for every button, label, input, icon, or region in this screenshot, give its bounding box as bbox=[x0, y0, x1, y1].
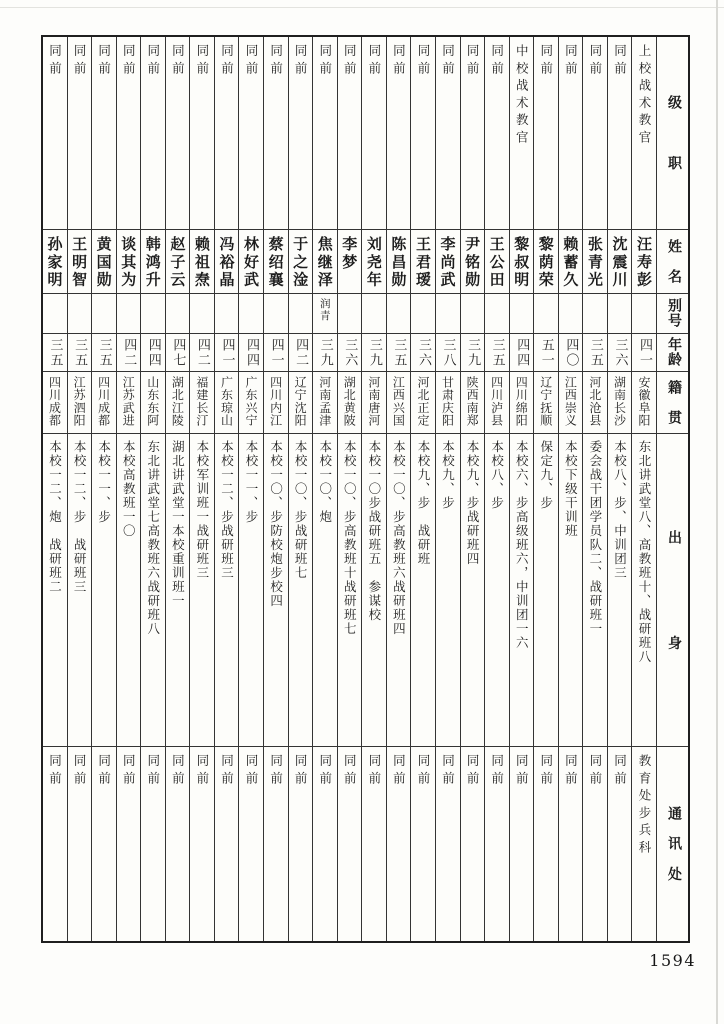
alias-cell bbox=[362, 294, 386, 334]
rank-cell: 同前 bbox=[141, 37, 165, 230]
native-place-cell: 广东琼山 bbox=[215, 372, 239, 434]
name-cell: 王公田 bbox=[485, 230, 509, 294]
header-name-cell: 姓 名 bbox=[657, 230, 688, 294]
rank-cell: 同前 bbox=[190, 37, 214, 230]
address-cell: 同前 bbox=[538, 754, 554, 789]
native-place-cell: 河北正定 bbox=[411, 372, 435, 434]
native-place-cell: 四川绵阳 bbox=[510, 372, 534, 434]
person-column-22 bbox=[116, 37, 141, 941]
person-column-17 bbox=[238, 37, 263, 941]
address-cell: 同前 bbox=[415, 754, 431, 789]
alias-cell bbox=[43, 294, 67, 334]
rank-cell: 同前 bbox=[166, 37, 190, 230]
alias-cell bbox=[215, 294, 239, 334]
address-cell: 同前 bbox=[489, 754, 505, 789]
age-cell: 四四 bbox=[141, 334, 165, 372]
native-place-cell: 湖北江陵 bbox=[166, 372, 190, 434]
age-cell: 三五 bbox=[387, 334, 411, 372]
native-place-cell: 四川泸县 bbox=[485, 372, 509, 434]
name-cell: 孙家明 bbox=[43, 230, 67, 294]
address-cell: 同前 bbox=[47, 754, 63, 789]
origin-cell: 本校一〇、步高教班十战研班七 bbox=[338, 434, 362, 747]
person-column-11 bbox=[386, 37, 411, 941]
native-place-cell: 湖北黄陂 bbox=[338, 372, 362, 434]
person-column-14 bbox=[312, 37, 337, 941]
native-place-cell: 福建长汀 bbox=[190, 372, 214, 434]
origin-cell: 本校六、步高级班六，中训团一六 bbox=[510, 434, 534, 747]
origin-cell: 本校一二、步 战研班三 bbox=[68, 434, 92, 747]
alias-cell bbox=[485, 294, 509, 334]
person-column-10 bbox=[410, 37, 435, 941]
roster-table bbox=[41, 35, 690, 943]
alias-cell bbox=[117, 294, 141, 334]
native-place-cell: 江西崇义 bbox=[559, 372, 583, 434]
rank-cell: 同前 bbox=[583, 37, 607, 230]
native-place-cell: 江苏泗阳 bbox=[68, 372, 92, 434]
origin-cell: 本校一二、步战研班三 bbox=[215, 434, 239, 747]
origin-cell: 本校一〇、步战研班七 bbox=[289, 434, 313, 747]
age-cell: 四七 bbox=[166, 334, 190, 372]
person-column-2 bbox=[607, 37, 632, 941]
age-cell: 四二 bbox=[117, 334, 141, 372]
origin-cell: 湖北讲武堂一本校重训班一 bbox=[166, 434, 190, 747]
person-column-20 bbox=[165, 37, 190, 941]
age-cell: 四一 bbox=[632, 334, 656, 372]
address-cell: 同前 bbox=[293, 754, 309, 789]
rank-cell: 同前 bbox=[338, 37, 362, 230]
alias-cell bbox=[92, 294, 116, 334]
native-place-cell: 四川成都 bbox=[92, 372, 116, 434]
person-column-13 bbox=[337, 37, 362, 941]
name-cell: 赵子云 bbox=[166, 230, 190, 294]
address-cell: 同前 bbox=[587, 754, 603, 789]
alias-cell bbox=[534, 294, 558, 334]
header-native-place-cell: 籍 贯 bbox=[657, 372, 688, 434]
age-cell: 四二 bbox=[190, 334, 214, 372]
address-cell: 同前 bbox=[563, 754, 579, 789]
rank-cell: 中校战术教官 bbox=[510, 37, 534, 230]
native-place-cell: 河北沧县 bbox=[583, 372, 607, 434]
header-rank-cell: 级 职 bbox=[657, 37, 688, 230]
person-column-4 bbox=[558, 37, 583, 941]
origin-cell: 本校八、步、中训团三 bbox=[608, 434, 632, 747]
address-cell: 同前 bbox=[514, 754, 530, 789]
native-place-cell: 陕西南郑 bbox=[461, 372, 485, 434]
person-column-8 bbox=[460, 37, 485, 941]
origin-cell: 本校九、步 bbox=[436, 434, 460, 747]
origin-cell: 本校九、步战研班四 bbox=[461, 434, 485, 747]
age-cell: 四〇 bbox=[559, 334, 583, 372]
rank-cell: 同前 bbox=[485, 37, 509, 230]
origin-cell: 保定九、步 bbox=[534, 434, 558, 747]
person-column-24 bbox=[67, 37, 92, 941]
address-cell: 同前 bbox=[121, 754, 137, 789]
alias-cell bbox=[559, 294, 583, 334]
rank-cell: 同前 bbox=[534, 37, 558, 230]
address-cell: 同前 bbox=[440, 754, 456, 789]
origin-cell: 本校军训班一战研班三 bbox=[190, 434, 214, 747]
rank-cell: 同前 bbox=[461, 37, 485, 230]
age-cell: 四一 bbox=[264, 334, 288, 372]
age-cell: 三五 bbox=[485, 334, 509, 372]
alias-cell bbox=[190, 294, 214, 334]
origin-cell: 本校一〇、步高教班六战研班四 bbox=[387, 434, 411, 747]
address-cell: 同前 bbox=[145, 754, 161, 789]
address-cell: 教育处步兵科 bbox=[637, 754, 652, 858]
alias-cell bbox=[632, 294, 656, 334]
rank-cell: 同前 bbox=[436, 37, 460, 230]
name-cell: 蔡绍襄 bbox=[264, 230, 288, 294]
name-cell: 林好武 bbox=[239, 230, 263, 294]
alias-cell bbox=[166, 294, 190, 334]
rank-cell: 同前 bbox=[43, 37, 67, 230]
age-cell: 三八 bbox=[436, 334, 460, 372]
header-address-cell: 通 讯 处 bbox=[666, 806, 682, 882]
native-place-cell: 安徽阜阳 bbox=[632, 372, 656, 434]
name-cell: 陈昌勋 bbox=[387, 230, 411, 294]
person-column-7 bbox=[484, 37, 509, 941]
alias-cell bbox=[387, 294, 411, 334]
header-alias-cell: 别号 bbox=[657, 294, 688, 334]
origin-cell: 东北讲武堂八、高教班十、战研班八 bbox=[632, 434, 656, 747]
alias-cell bbox=[436, 294, 460, 334]
native-place-cell: 山东东阿 bbox=[141, 372, 165, 434]
native-place-cell: 河南孟津 bbox=[313, 372, 337, 434]
person-column-12 bbox=[361, 37, 386, 941]
name-cell: 王明智 bbox=[68, 230, 92, 294]
age-cell: 三六 bbox=[338, 334, 362, 372]
name-cell: 黎荫荣 bbox=[534, 230, 558, 294]
rank-cell: 同前 bbox=[313, 37, 337, 230]
alias-cell bbox=[264, 294, 288, 334]
alias-cell bbox=[141, 294, 165, 334]
origin-cell: 本校八、步 bbox=[485, 434, 509, 747]
rank-cell: 同前 bbox=[117, 37, 141, 230]
age-cell: 四二 bbox=[289, 334, 313, 372]
alias-cell bbox=[510, 294, 534, 334]
name-cell: 于之淦 bbox=[289, 230, 313, 294]
rank-cell: 同前 bbox=[264, 37, 288, 230]
age-cell: 三五 bbox=[43, 334, 67, 372]
rank-cell: 同前 bbox=[411, 37, 435, 230]
alias-cell bbox=[608, 294, 632, 334]
alias-cell: 润青 bbox=[313, 294, 337, 334]
alias-cell bbox=[68, 294, 92, 334]
address-cell: 同前 bbox=[170, 754, 186, 789]
age-cell: 三六 bbox=[608, 334, 632, 372]
address-cell: 同前 bbox=[268, 754, 284, 789]
rank-cell: 同前 bbox=[68, 37, 92, 230]
origin-cell: 本校下级干训班 bbox=[559, 434, 583, 747]
rank-cell: 同前 bbox=[559, 37, 583, 230]
native-place-cell: 四川内江 bbox=[264, 372, 288, 434]
origin-cell: 委会战干团学员队二、战研班一 bbox=[583, 434, 607, 747]
origin-cell: 本校一二、炮 战研班二 bbox=[43, 434, 67, 747]
name-cell: 李梦 bbox=[338, 230, 362, 294]
rank-cell: 同前 bbox=[92, 37, 116, 230]
header-origin-cell: 出 身 bbox=[657, 434, 688, 747]
person-column-21 bbox=[140, 37, 165, 941]
address-cell: 同前 bbox=[391, 754, 407, 789]
address-cell: 同前 bbox=[465, 754, 481, 789]
header-age-cell: 年龄 bbox=[657, 334, 688, 372]
name-cell: 黄国勋 bbox=[92, 230, 116, 294]
rank-cell: 同前 bbox=[215, 37, 239, 230]
address-cell: 同前 bbox=[342, 754, 358, 789]
alias-cell bbox=[239, 294, 263, 334]
origin-cell: 本校一〇、步防校炮步校四 bbox=[264, 434, 288, 747]
rank-cell: 同前 bbox=[608, 37, 632, 230]
rank-cell: 上校战术教官 bbox=[632, 37, 656, 230]
age-cell: 三五 bbox=[583, 334, 607, 372]
person-column-5 bbox=[533, 37, 558, 941]
origin-cell: 东北讲武堂七高教班六战研班八 bbox=[141, 434, 165, 747]
origin-cell: 本校一一、步 bbox=[239, 434, 263, 747]
name-cell: 尹铭勋 bbox=[461, 230, 485, 294]
native-place-cell: 辽宁沈阳 bbox=[289, 372, 313, 434]
scan-artifact-top-line bbox=[0, 7, 724, 8]
rank-cell: 同前 bbox=[289, 37, 313, 230]
scan-artifact-right-line bbox=[716, 0, 718, 1024]
native-place-cell: 四川成都 bbox=[43, 372, 67, 434]
native-place-cell: 辽宁抚顺 bbox=[534, 372, 558, 434]
person-column-3 bbox=[582, 37, 607, 941]
address-cell: 同前 bbox=[194, 754, 210, 789]
name-cell: 谈其为 bbox=[117, 230, 141, 294]
age-cell: 四一 bbox=[215, 334, 239, 372]
rank-cell: 同前 bbox=[239, 37, 263, 230]
age-cell: 五一 bbox=[534, 334, 558, 372]
age-cell: 四四 bbox=[239, 334, 263, 372]
name-cell: 冯裕晶 bbox=[215, 230, 239, 294]
name-cell: 黎叔明 bbox=[510, 230, 534, 294]
person-column-9 bbox=[435, 37, 460, 941]
address-cell: 同前 bbox=[244, 754, 259, 789]
header-column bbox=[656, 37, 688, 941]
origin-cell: 本校一〇、炮 bbox=[313, 434, 337, 747]
person-column-18 bbox=[214, 37, 239, 941]
native-place-cell: 甘肃庆阳 bbox=[436, 372, 460, 434]
address-cell: 同前 bbox=[96, 754, 112, 789]
native-place-cell: 湖南长沙 bbox=[608, 372, 632, 434]
origin-cell: 本校九、步 战研班 bbox=[411, 434, 435, 747]
name-cell: 王君瑷 bbox=[411, 230, 435, 294]
native-place-cell: 广东兴宁 bbox=[239, 372, 263, 434]
name-cell: 焦继泽 bbox=[313, 230, 337, 294]
age-cell: 四四 bbox=[510, 334, 534, 372]
native-place-cell: 河南唐河 bbox=[362, 372, 386, 434]
origin-cell: 本校一〇步战研班五 参谋校 bbox=[362, 434, 386, 747]
age-cell: 三九 bbox=[313, 334, 337, 372]
rank-cell: 同前 bbox=[362, 37, 386, 230]
person-column-6 bbox=[509, 37, 534, 941]
origin-cell: 本校高教班一〇 bbox=[117, 434, 141, 747]
age-cell: 三五 bbox=[92, 334, 116, 372]
address-cell: 同前 bbox=[219, 754, 235, 789]
address-cell: 同前 bbox=[72, 754, 88, 789]
native-place-cell: 江苏武进 bbox=[117, 372, 141, 434]
native-place-cell: 江西兴国 bbox=[387, 372, 411, 434]
person-column-25 bbox=[43, 37, 67, 941]
person-column-23 bbox=[91, 37, 116, 941]
rank-cell: 同前 bbox=[387, 37, 411, 230]
alias-cell bbox=[583, 294, 607, 334]
page-number: 1594 bbox=[649, 951, 696, 970]
address-cell: 同前 bbox=[317, 754, 333, 789]
alias-cell bbox=[461, 294, 485, 334]
address-cell: 同前 bbox=[366, 754, 382, 789]
name-cell: 赖蓄久 bbox=[559, 230, 583, 294]
age-cell: 三五 bbox=[68, 334, 92, 372]
age-cell: 三九 bbox=[461, 334, 485, 372]
name-cell: 韩鸿升 bbox=[141, 230, 165, 294]
name-cell: 张青光 bbox=[583, 230, 607, 294]
name-cell: 沈震川 bbox=[608, 230, 632, 294]
name-cell: 汪寿彭 bbox=[632, 230, 656, 294]
age-cell: 三九 bbox=[362, 334, 386, 372]
alias-cell bbox=[411, 294, 435, 334]
name-cell: 刘尧年 bbox=[362, 230, 386, 294]
name-cell: 李尚武 bbox=[436, 230, 460, 294]
person-column-19 bbox=[189, 37, 214, 941]
person-column-16 bbox=[263, 37, 288, 941]
origin-cell: 本校一一、步 bbox=[92, 434, 116, 747]
person-column-1 bbox=[631, 37, 656, 941]
address-cell: 同前 bbox=[612, 754, 628, 789]
alias-cell bbox=[289, 294, 313, 334]
alias-cell bbox=[338, 294, 362, 334]
name-cell: 赖祖焘 bbox=[190, 230, 214, 294]
person-column-15 bbox=[288, 37, 313, 941]
age-cell: 三六 bbox=[411, 334, 435, 372]
